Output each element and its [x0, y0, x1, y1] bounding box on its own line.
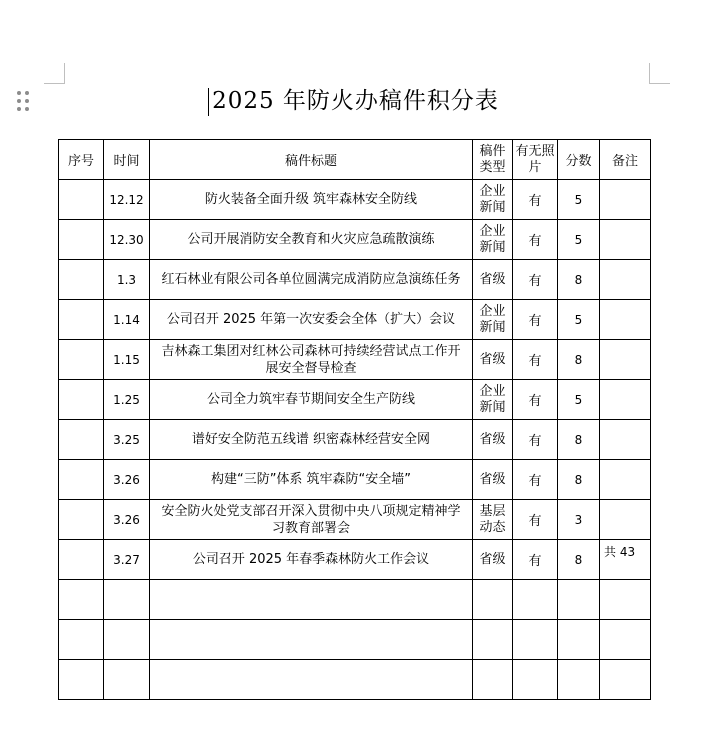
table-row — [59, 300, 651, 340]
cell-score[interactable]: 8 — [558, 420, 600, 460]
cell-photo[interactable]: 有 — [513, 180, 558, 220]
table-row — [59, 220, 651, 260]
cell-type[interactable] — [473, 660, 513, 700]
cell-time[interactable]: 3.26 — [104, 460, 150, 500]
cell-index[interactable] — [59, 580, 104, 620]
cell-title[interactable]: 公司开展消防安全教育和火灾应急疏散演练 — [150, 220, 473, 260]
table-row — [59, 580, 651, 620]
header-title[interactable]: 稿件标题 — [150, 140, 473, 180]
cell-time[interactable]: 3.27 — [104, 540, 150, 580]
cell-score[interactable] — [558, 660, 600, 700]
table-body — [59, 180, 651, 700]
cell-photo[interactable] — [513, 660, 558, 700]
cell-remark[interactable] — [600, 460, 651, 500]
table-row — [59, 380, 651, 420]
cell-photo[interactable]: 有 — [513, 540, 558, 580]
cell-score[interactable]: 3 — [558, 500, 600, 540]
cell-score[interactable]: 5 — [558, 220, 600, 260]
cell-remark[interactable] — [600, 380, 651, 420]
cell-time[interactable]: 3.25 — [104, 420, 150, 460]
cell-time[interactable]: 12.12 — [104, 180, 150, 220]
cell-remark[interactable] — [600, 500, 651, 540]
cell-type[interactable] — [473, 620, 513, 660]
cell-score[interactable]: 5 — [558, 380, 600, 420]
cell-remark[interactable] — [600, 660, 651, 700]
cell-type[interactable]: 省级 — [473, 340, 513, 380]
cell-index[interactable] — [59, 660, 104, 700]
cell-title[interactable]: 谱好安全防范五线谱 织密森林经营安全网 — [150, 420, 473, 460]
cell-photo[interactable]: 有 — [513, 300, 558, 340]
cell-photo[interactable]: 有 — [513, 340, 558, 380]
cell-photo[interactable] — [513, 580, 558, 620]
cell-photo[interactable]: 有 — [513, 260, 558, 300]
cell-remark[interactable] — [600, 620, 651, 660]
cell-score[interactable]: 5 — [558, 300, 600, 340]
cell-score[interactable]: 8 — [558, 540, 600, 580]
cell-title[interactable] — [150, 660, 473, 700]
cell-score[interactable]: 8 — [558, 260, 600, 300]
cell-index[interactable] — [59, 380, 104, 420]
cell-type[interactable]: 企业新闻 — [473, 180, 513, 220]
cell-remark[interactable] — [600, 220, 651, 260]
cell-photo[interactable]: 有 — [513, 460, 558, 500]
header-remark[interactable]: 备注 — [600, 140, 651, 180]
cell-score[interactable]: 8 — [558, 340, 600, 380]
cell-type[interactable]: 企业新闻 — [473, 220, 513, 260]
header-score[interactable]: 分数 — [558, 140, 600, 180]
cell-time[interactable] — [104, 660, 150, 700]
cell-photo[interactable] — [513, 620, 558, 660]
header-type[interactable]: 稿件类型 — [473, 140, 513, 180]
cell-title[interactable]: 公司召开 2025 年第一次安委会全体（扩大）会议 — [150, 300, 473, 340]
cell-remark[interactable] — [600, 420, 651, 460]
cell-type[interactable]: 省级 — [473, 420, 513, 460]
table-row — [59, 260, 651, 300]
cell-type[interactable]: 省级 — [473, 460, 513, 500]
cell-remark[interactable] — [600, 580, 651, 620]
cell-remark[interactable] — [600, 180, 651, 220]
cell-time[interactable]: 3.26 — [104, 500, 150, 540]
cell-title[interactable]: 吉林森工集团对红林公司森林可持续经营试点工作开展安全督导检查 — [150, 340, 473, 380]
cell-time[interactable] — [104, 620, 150, 660]
cell-title[interactable]: 红石林业有限公司各单位圆满完成消防应急演练任务 — [150, 260, 473, 300]
document-title[interactable]: 2025 年防火办稿件积分表 — [212, 88, 499, 114]
cell-type[interactable]: 基层动态 — [473, 500, 513, 540]
cell-title[interactable]: 公司全力筑牢春节期间安全生产防线 — [150, 380, 473, 420]
cell-index[interactable] — [59, 340, 104, 380]
cell-index[interactable] — [59, 500, 104, 540]
cell-index[interactable] — [59, 300, 104, 340]
cell-index[interactable] — [59, 460, 104, 500]
score-table — [58, 139, 651, 700]
cell-score[interactable]: 8 — [558, 460, 600, 500]
cell-remark[interactable] — [600, 340, 651, 380]
cell-type[interactable] — [473, 580, 513, 620]
cell-score[interactable] — [558, 580, 600, 620]
cell-type[interactable]: 省级 — [473, 260, 513, 300]
cell-score[interactable] — [558, 620, 600, 660]
header-index[interactable]: 序号 — [59, 140, 104, 180]
header-time[interactable]: 时间 — [104, 140, 150, 180]
cell-time[interactable]: 1.3 — [104, 260, 150, 300]
cell-score[interactable]: 5 — [558, 180, 600, 220]
table-row — [59, 540, 651, 580]
cell-photo[interactable]: 有 — [513, 220, 558, 260]
cell-time[interactable]: 1.15 — [104, 340, 150, 380]
cell-type[interactable]: 企业新闻 — [473, 300, 513, 340]
cell-time[interactable]: 12.30 — [104, 220, 150, 260]
table-row — [59, 500, 651, 540]
header-row — [59, 140, 651, 180]
crop-mark-top-left — [44, 63, 65, 84]
crop-mark-top-right — [649, 63, 670, 84]
cell-remark[interactable] — [600, 300, 651, 340]
cell-type[interactable]: 省级 — [473, 540, 513, 580]
cell-title[interactable] — [150, 620, 473, 660]
cell-photo[interactable]: 有 — [513, 380, 558, 420]
table-row — [59, 340, 651, 380]
cell-title[interactable]: 防火装备全面升级 筑牢森林安全防线 — [150, 180, 473, 220]
cell-title[interactable]: 安全防火处党支部召开深入贯彻中央八项规定精神学习教育部署会 — [150, 500, 473, 540]
cell-remark[interactable] — [600, 260, 651, 300]
cell-photo[interactable]: 有 — [513, 420, 558, 460]
cell-time[interactable] — [104, 580, 150, 620]
cell-type[interactable]: 企业新闻 — [473, 380, 513, 420]
text-cursor — [208, 88, 209, 116]
cell-remark[interactable]: 共 43 — [600, 540, 651, 580]
cell-time[interactable]: 1.25 — [104, 380, 150, 420]
cell-index[interactable] — [59, 540, 104, 580]
cell-index[interactable] — [59, 180, 104, 220]
cell-time[interactable]: 1.14 — [104, 300, 150, 340]
cell-index[interactable] — [59, 260, 104, 300]
table-row — [59, 620, 651, 660]
cell-photo[interactable]: 有 — [513, 500, 558, 540]
table-row — [59, 660, 651, 700]
cell-index[interactable] — [59, 620, 104, 660]
header-photo[interactable]: 有无照片 — [513, 140, 558, 180]
cell-title[interactable]: 公司召开 2025 年春季森林防火工作会议 — [150, 540, 473, 580]
cell-index[interactable] — [59, 420, 104, 460]
table-row — [59, 180, 651, 220]
table-row — [59, 460, 651, 500]
cell-title[interactable] — [150, 580, 473, 620]
cell-title[interactable]: 构建“三防”体系 筑牢森防“安全墙” — [150, 460, 473, 500]
table-row — [59, 420, 651, 460]
cell-index[interactable] — [59, 220, 104, 260]
